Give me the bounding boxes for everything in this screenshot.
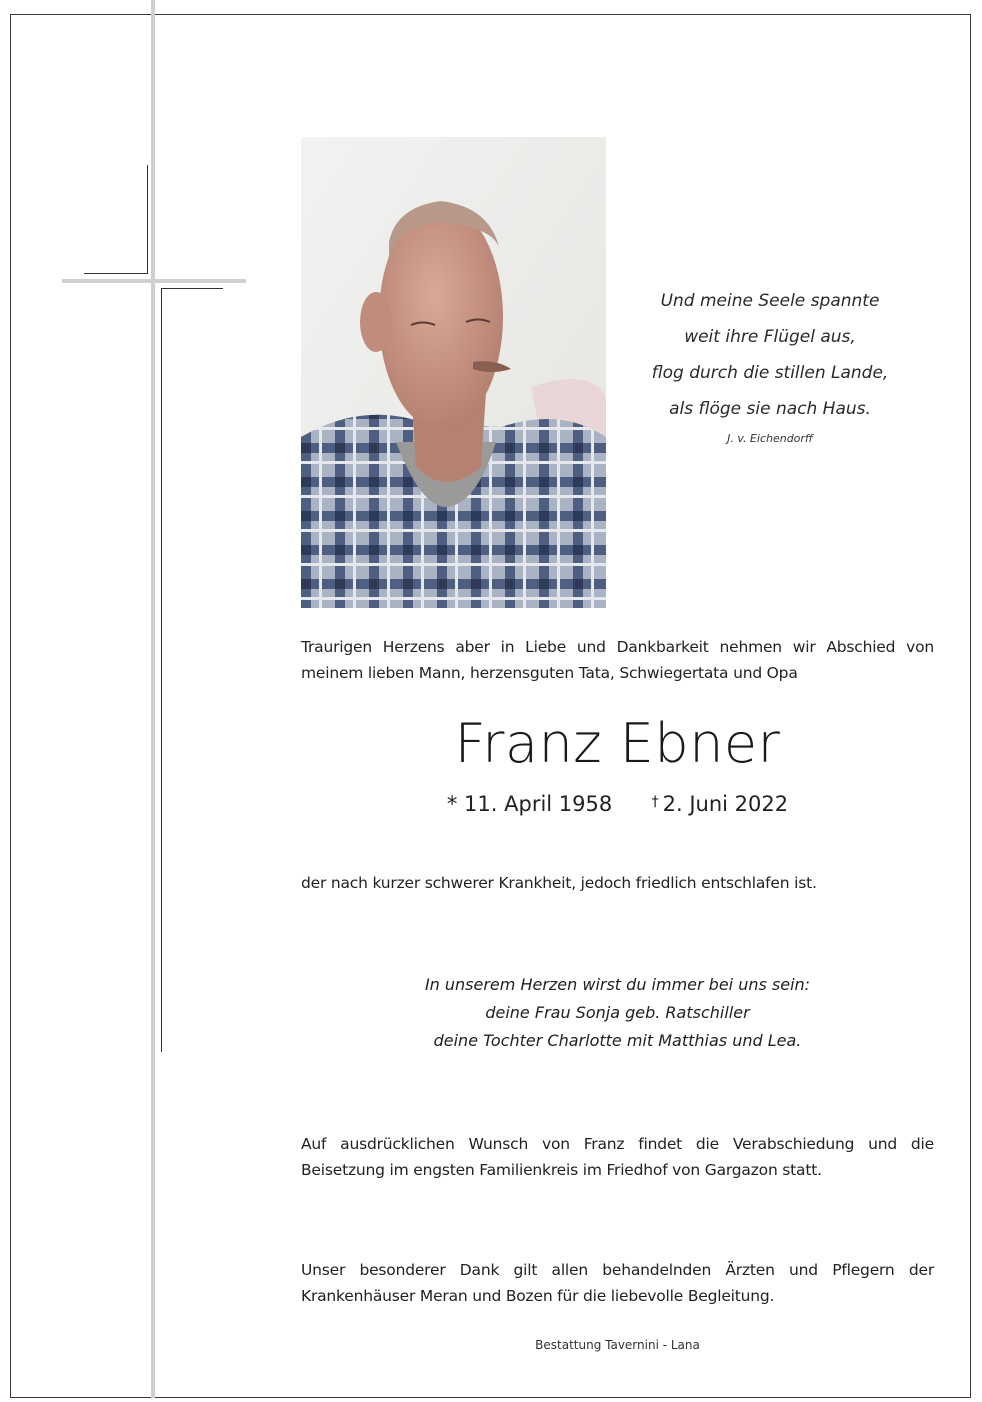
poem-line: weit ihre Flügel aus, xyxy=(684,327,856,347)
poem-author: J. v. Eichendorff xyxy=(727,432,813,445)
cross-vertical-bar xyxy=(151,0,155,1398)
undertaker: Bestattung Tavernini - Lana xyxy=(535,1338,700,1352)
poem-line: Und meine Seele spannte xyxy=(660,291,880,311)
mourner-line: deine Frau Sonja geb. Ratschiller xyxy=(485,1003,750,1022)
poem xyxy=(620,283,920,427)
cross-line-lower-vertical xyxy=(161,288,162,1052)
thanks-text: Unser besonderer Dank gilt allen behandelnden Ärzten und Pflegern der Krankenhäuser Meran und Bozen für die liebevolle Begleitung. xyxy=(301,1261,934,1305)
death-text: der nach kurzer schwerer Krankheit, jedoch friedlich entschlafen ist. xyxy=(301,874,817,892)
intro-text: Traurigen Herzens aber in Liebe und Dankbarkeit nehmen wir Abschied von meinem lieben Mann, herzensguten Tata, Schwiegertata und Opa xyxy=(301,638,934,682)
mourner-line: In unserem Herzen wirst du immer bei uns sein: xyxy=(424,975,811,994)
cross-horizontal-bar xyxy=(62,279,246,283)
cross-line-upper-vertical xyxy=(147,165,148,274)
cross-line-upper-horizontal xyxy=(84,273,148,274)
death-date-group xyxy=(652,792,788,816)
cross-line-lower-horizontal xyxy=(161,288,223,289)
funeral-text: Auf ausdrücklichen Wunsch von Franz findet die Verabschiedung und die Beisetzung im engsten Familienkreis im Friedhof von Gargazon statt. xyxy=(301,1135,934,1179)
portrait-photo xyxy=(301,137,606,608)
life-dates xyxy=(301,792,934,816)
poem-line: als flöge sie nach Haus. xyxy=(669,399,871,419)
mourners xyxy=(301,971,934,1055)
mourner-line: deine Tochter Charlotte mit Matthias und Lea. xyxy=(433,1031,802,1050)
death-date: 2. Juni 2022 xyxy=(662,792,789,816)
death-cross-icon: † xyxy=(651,794,659,810)
deceased-name: Franz Ebner xyxy=(454,712,781,775)
poem-line: flog durch die stillen Lande, xyxy=(651,363,889,383)
birth-date: * 11. April 1958 xyxy=(446,792,613,816)
